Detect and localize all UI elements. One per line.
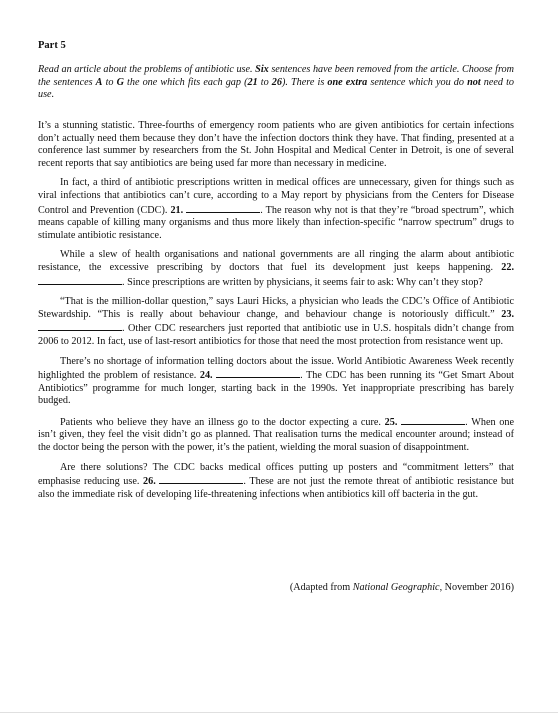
paragraph-6: Patients who believe they have an illness go to the doctor expecting a cure. 25. . When one isn’t given, they feel the visit didn’t go as planned. That realisation turns the medical encounter around; instead of the doctor being the person with the power, it’s the patient, wielding the moral suasion of disappointment. bbox=[38, 416, 515, 454]
gap-number-21: 21. bbox=[170, 204, 184, 216]
gap-26-blank[interactable] bbox=[159, 474, 243, 484]
paragraph-4: “That is the million-dollar question,” says Lauri Hicks, a physician who leads the CDC’s Office of Antibiotic Stewardship. “This is really about behaviour change, and behaviour change is notoriously difficult.” 23. . Other CDC researchers just reported that antibiotic use in U.S. hospitals didn’t change from 2006 to 2012. In fact, use of last-resort antibiotics for those that need the most protection from resistance went up. bbox=[38, 296, 514, 347]
gap-24-blank[interactable] bbox=[216, 368, 300, 378]
page-bottom-divider bbox=[0, 712, 558, 713]
gap-22-blank[interactable] bbox=[38, 275, 122, 285]
gap-23-blank[interactable] bbox=[38, 321, 122, 331]
gap-25-blank[interactable] bbox=[401, 415, 465, 425]
publication-name: National Geographic bbox=[352, 582, 440, 593]
gap-number-24: 24. bbox=[199, 370, 213, 382]
gap-number-22: 22. bbox=[501, 261, 514, 273]
gap-21-blank[interactable] bbox=[186, 203, 260, 213]
paragraph-7: Are there solutions? The CDC backs medical offices putting up posters and “commitment letters” that emphasise reducing use. 26. . These are not just the remote threat of antibiotic resistance but also the immediate risk of developing life-threatening infections when antibiotics kill off bacteria in the gut. bbox=[38, 461, 514, 500]
paragraph-1: It’s a stunning statistic. Three-fourths of emergency room patients who are given antibiotics for certain infections don’t actually need them because they don’t have the infection doctors think they have. That finding, presented at a conference last summer by researchers from the St. John Hospital and Medical Center in Detroit, is one of several recent reports that say antibiotics are being used far more than necessary in medicine. bbox=[38, 120, 514, 169]
gap-number-23: 23. bbox=[501, 308, 514, 320]
gap-number-26: 26. bbox=[143, 476, 156, 488]
task-instructions: Read an article about the problems of antibiotic use. Six sentences have been removed from the article. Choose from the sentences A to G the one which fits each gap (21 to 26). There is one extra sentence which you do not need to use. bbox=[38, 64, 515, 101]
paragraph-5: There’s no shortage of information telling doctors about the issue. World Antibiotic Awareness Week recently highlighted the problem of resistance. 24. . The CDC has been running its “Get Smart About Antibiotics” programme for much longer, starting back in the 1990s. Yet inappropriate prescribing has barely budged. bbox=[38, 355, 515, 407]
paragraph-3: While a slew of health organisations and national governments are all ringing the alarm about antibiotic resistance, the excessive prescribing by doctors that fuel its development just keeps happening. 22. . Since prescriptions are written by physicians, it seems fair to ask: Why can’t they stop? bbox=[38, 249, 514, 288]
gap-number-25: 25. bbox=[384, 416, 398, 428]
paragraph-2: In fact, a third of antibiotic prescriptions written in medical offices are unnecessary, given for things such as viral infections that antibiotics can’t cure, according to a May report by physicians from the Centers for Disease Control and Prevention (CDC). 21. . The reason why not is that they’re “broad spectrum”, which means capable of killing many organisms and thus more likely than infection-specific “narrow spectrum” drugs to stimulate antibiotic resistance. bbox=[38, 177, 514, 241]
article-body bbox=[38, 120, 514, 508]
source-citation: (Adapted from National Geographic, November 2016) bbox=[289, 582, 514, 593]
part-title: Part 5 bbox=[38, 40, 66, 51]
